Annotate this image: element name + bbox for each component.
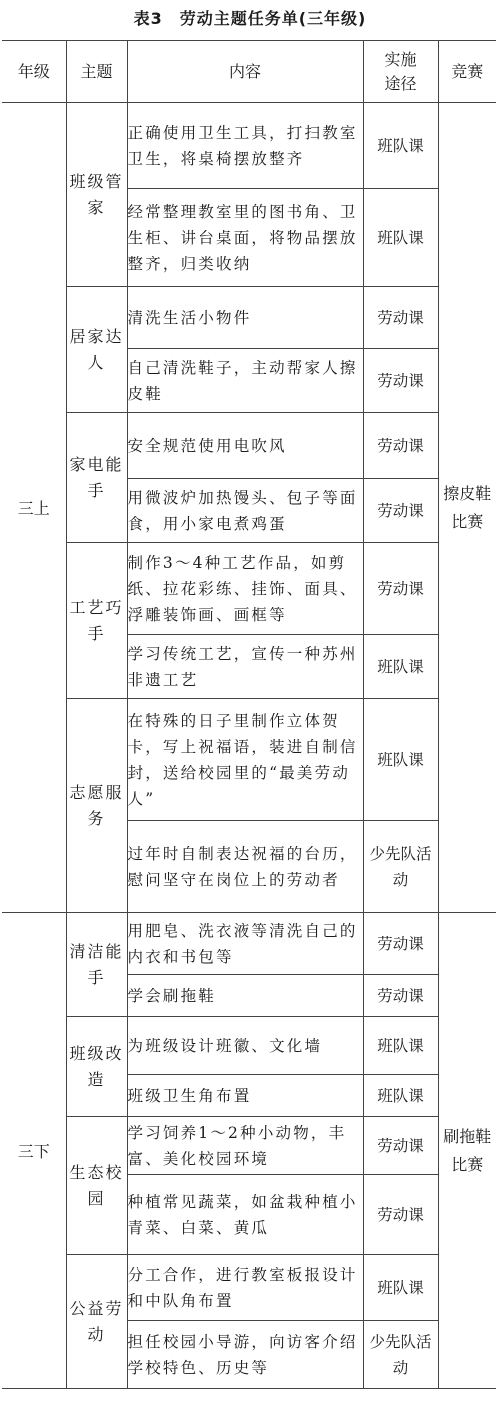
labor-task-table — [2, 40, 496, 1389]
content-cell: 担任校园小导游，向访客介绍学校特色、历史等 — [127, 1321, 363, 1389]
content-cell: 种植常见蔬菜，如盆栽种植小青菜、白菜、黄瓜 — [127, 1175, 363, 1255]
content-cell: 用微波炉加热馒头、包子等面食，用小家电煮鸡蛋 — [127, 479, 363, 543]
route-cell: 劳动课 — [363, 349, 438, 413]
header-route: 实施途径 — [363, 41, 438, 103]
table-row — [2, 1117, 496, 1175]
header-content: 内容 — [127, 41, 363, 103]
table-row — [2, 287, 496, 349]
content-cell: 过年时自制表达祝福的台历，慰问坚守在岗位上的劳动者 — [127, 821, 363, 913]
grade-cell: 三上 — [2, 103, 66, 913]
header-row — [2, 41, 496, 103]
route-cell: 劳动课 — [363, 975, 438, 1017]
theme-cell: 班级改造 — [66, 1017, 127, 1117]
theme-cell: 公益劳动 — [66, 1255, 127, 1389]
table-title: 表3 劳动主题任务单(三年级) — [133, 9, 367, 28]
header-grade: 年级 — [2, 41, 66, 103]
table-row — [2, 913, 496, 975]
route-cell: 班队课 — [363, 103, 438, 189]
theme-cell: 志愿服务 — [66, 699, 127, 913]
theme-cell: 班级管家 — [66, 103, 127, 287]
table-row — [2, 699, 496, 821]
route-cell: 班队课 — [363, 189, 438, 287]
table-row — [2, 543, 496, 635]
route-cell: 班队课 — [363, 699, 438, 821]
theme-cell: 家电能手 — [66, 413, 127, 543]
route-cell: 劳动课 — [363, 1175, 438, 1255]
content-cell: 用肥皂、洗衣液等清洗自己的内衣和书包等 — [127, 913, 363, 975]
route-cell: 劳动课 — [363, 1117, 438, 1175]
table-body — [2, 103, 496, 1389]
content-cell: 制作3～4种工艺作品，如剪纸、拉花彩练、挂饰、面具、浮雕装饰画、画框等 — [127, 543, 363, 635]
content-cell: 学习传统工艺，宣传一种苏州非遗工艺 — [127, 635, 363, 699]
theme-cell: 工艺巧手 — [66, 543, 127, 699]
contest-cell: 擦皮鞋比赛 — [438, 103, 496, 913]
table-row — [2, 1255, 496, 1321]
route-cell: 劳动课 — [363, 913, 438, 975]
content-cell: 经常整理教室里的图书角、卫生柜、讲台桌面，将物品摆放整齐，归类收纳 — [127, 189, 363, 287]
header-theme: 主题 — [66, 41, 127, 103]
contest-cell: 刷拖鞋比赛 — [438, 913, 496, 1389]
route-cell: 班队课 — [363, 1017, 438, 1075]
content-cell: 自己清洗鞋子，主动帮家人擦皮鞋 — [127, 349, 363, 413]
content-cell: 安全规范使用电吹风 — [127, 413, 363, 479]
header-contest: 竞赛 — [438, 41, 496, 103]
route-cell: 劳动课 — [363, 543, 438, 635]
theme-cell: 清洁能手 — [66, 913, 127, 1017]
table-row — [2, 103, 496, 189]
content-cell: 班级卫生角布置 — [127, 1075, 363, 1117]
table-row — [2, 1017, 496, 1075]
route-cell: 劳动课 — [363, 479, 438, 543]
content-cell: 在特殊的日子里制作立体贺卡，写上祝福语，装进自制信封，送给校园里的“最美劳动人” — [127, 699, 363, 821]
content-cell: 学习饲养1～2种小动物，丰富、美化校园环境 — [127, 1117, 363, 1175]
route-cell: 少先队活动 — [363, 821, 438, 913]
content-cell: 清洗生活小物件 — [127, 287, 363, 349]
content-cell: 为班级设计班徽、文化墙 — [127, 1017, 363, 1075]
route-cell: 班队课 — [363, 1075, 438, 1117]
theme-cell: 居家达人 — [66, 287, 127, 413]
grade-cell: 三下 — [2, 913, 66, 1389]
content-cell: 分工合作，进行教室板报设计和中队角布置 — [127, 1255, 363, 1321]
route-cell: 少先队活动 — [363, 1321, 438, 1389]
route-cell: 班队课 — [363, 635, 438, 699]
theme-cell: 生态校园 — [66, 1117, 127, 1255]
content-cell: 学会刷拖鞋 — [127, 975, 363, 1017]
content-cell: 正确使用卫生工具，打扫教室卫生，将桌椅摆放整齐 — [127, 103, 363, 189]
route-cell: 劳动课 — [363, 413, 438, 479]
route-cell: 班队课 — [363, 1255, 438, 1321]
table-row — [2, 413, 496, 479]
route-cell: 劳动课 — [363, 287, 438, 349]
